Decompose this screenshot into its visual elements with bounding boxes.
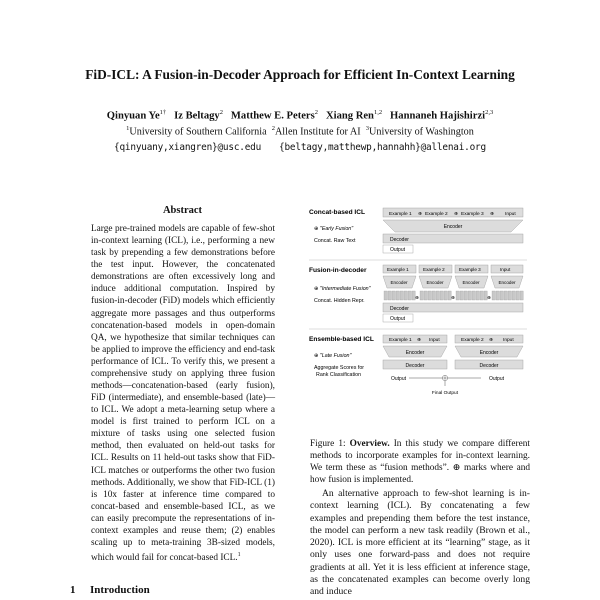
plus-icon: ⊕ bbox=[415, 295, 419, 300]
plus-icon: ⊕ bbox=[314, 226, 319, 232]
plus-icon: ⊕ bbox=[489, 338, 494, 343]
affiliation: University of Southern California bbox=[129, 126, 267, 138]
author-name: Iz Beltagy bbox=[174, 110, 220, 122]
decoder-label: Decoder bbox=[405, 363, 425, 369]
output-label: Output bbox=[390, 316, 406, 322]
fusion-label bbox=[314, 226, 354, 232]
hidden-repr-cell bbox=[388, 291, 391, 300]
plus-icon: ⊕ bbox=[454, 212, 459, 217]
hidden-repr-cell bbox=[512, 291, 515, 300]
item-label: Example 2 bbox=[423, 267, 445, 272]
affil-mark: 2 bbox=[271, 125, 275, 132]
affil-mark: 3 bbox=[365, 125, 370, 132]
plus-icon: ⊕ bbox=[314, 353, 319, 359]
caption-bold: Overview. bbox=[349, 439, 390, 449]
hidden-repr-cell bbox=[492, 291, 495, 300]
email: {qinyuany,xiangren}@usc.edu bbox=[114, 142, 262, 153]
affiliation: University of Washington bbox=[369, 126, 474, 138]
author-name: Qinyuan Ye bbox=[106, 110, 160, 122]
hidden-repr-cell bbox=[440, 291, 443, 300]
item-label: Example 1 bbox=[387, 267, 409, 272]
panel-fid bbox=[309, 265, 523, 322]
hidden-repr-cell bbox=[496, 291, 499, 300]
fusion-type: "Late Fusion" bbox=[319, 353, 352, 359]
section-heading bbox=[70, 584, 150, 596]
item-label: Input bbox=[429, 338, 440, 343]
email: {beltagy,matthewp,hannahh}@allenai.org bbox=[279, 142, 486, 153]
hidden-repr-cell bbox=[468, 291, 471, 300]
hidden-repr-cell bbox=[516, 291, 519, 300]
hidden-repr-cell bbox=[384, 291, 387, 300]
panel-concat bbox=[309, 208, 523, 253]
hidden-repr-cell bbox=[460, 291, 463, 300]
item-label: Example 2 bbox=[461, 338, 484, 343]
encoder-label: Encoder bbox=[498, 280, 516, 285]
abstract-heading: Abstract bbox=[162, 205, 203, 216]
caption-text: In this study we compare different methods to incorporate examples for in-context learning. We term these as “fusion methods”. ⊕ marks where and how fusion is implemented. bbox=[310, 439, 530, 486]
affiliation: Allen Institute for AI bbox=[274, 126, 361, 138]
hidden-repr-cell bbox=[400, 291, 403, 300]
decoder-label: Decoder bbox=[390, 306, 409, 312]
figure-caption bbox=[310, 438, 530, 486]
hidden-repr-cell bbox=[444, 291, 447, 300]
hidden-repr-cell bbox=[436, 291, 439, 300]
panel-ensemble bbox=[309, 335, 523, 396]
item-label: Example 3 bbox=[459, 267, 481, 272]
affil-mark: 1 bbox=[126, 125, 130, 132]
fusion-label bbox=[314, 286, 372, 292]
section-title: Introduction bbox=[90, 584, 150, 596]
paragraph-text: An alternative approach to few-shot learning is in-context learning (ICL). By concatenating a few examples and prepending them before the test instance, the model can perform a new task readily (Brown et al., 2020). ICL is more efficient at its “learning” stage, as it only uses one forward-pass and does not require gradients at all. Yet it is less efficient at inference stage, as the concatenated examples can become overly long and induce bbox=[310, 488, 530, 598]
decoder-label: Decoder bbox=[390, 237, 409, 243]
hidden-repr-cell bbox=[396, 291, 399, 300]
panel-title: Concat-based ICL bbox=[309, 209, 366, 216]
item-label: Input bbox=[503, 338, 514, 343]
author-affil-mark: 2 bbox=[219, 109, 223, 116]
affiliations bbox=[0, 125, 600, 137]
author-list bbox=[0, 109, 600, 122]
encoder-label: Encoder bbox=[426, 280, 444, 285]
section-number: 1 bbox=[70, 584, 76, 596]
emails bbox=[0, 142, 600, 153]
hidden-repr-cell bbox=[476, 291, 479, 300]
hidden-repr-cell bbox=[432, 291, 435, 300]
encoder-label: Encoder bbox=[405, 350, 425, 356]
output-label: Output bbox=[489, 376, 505, 382]
figure-overview bbox=[305, 202, 531, 414]
fusion-desc: Aggregate Scores for bbox=[314, 365, 365, 371]
fusion-desc: Concat. Raw Text bbox=[314, 238, 356, 244]
output-label: Output bbox=[391, 376, 407, 382]
item-label: Example 2 bbox=[425, 212, 448, 217]
author-affil-mark: 2,3 bbox=[485, 109, 494, 116]
fusion-desc: Rank Classification bbox=[316, 372, 362, 378]
plus-icon: ⊕ bbox=[451, 295, 455, 300]
encoder-label: Encoder bbox=[479, 350, 499, 356]
hidden-repr-cell bbox=[500, 291, 503, 300]
fusion-type: "Early Fusion" bbox=[319, 226, 354, 232]
plus-icon: ⊕ bbox=[417, 338, 422, 343]
plus-icon: ⊕ bbox=[418, 212, 423, 217]
encoder-label: Encoder bbox=[443, 224, 463, 230]
hidden-repr-cell bbox=[504, 291, 507, 300]
hidden-repr-cell bbox=[408, 291, 411, 300]
encoder-label: Encoder bbox=[390, 280, 408, 285]
caption-label: Figure 1: bbox=[310, 439, 346, 449]
footnote-mark: 1 bbox=[237, 552, 241, 559]
fusion-type: "Intermediate Fusion" bbox=[319, 286, 371, 292]
hidden-repr-cell bbox=[424, 291, 427, 300]
fusion-desc: Concat. Hidden Repr. bbox=[314, 298, 365, 304]
item-label: Example 3 bbox=[461, 212, 484, 217]
intro-paragraph bbox=[310, 488, 530, 599]
author-affil-mark: 1† bbox=[159, 109, 167, 116]
plus-icon: ⊕ bbox=[314, 286, 319, 292]
hidden-repr-cell bbox=[428, 291, 431, 300]
author-name: Matthew E. Peters bbox=[230, 110, 315, 122]
author-affil-mark: 1,2 bbox=[373, 109, 383, 116]
author-affil-mark: 2 bbox=[314, 109, 319, 116]
paper-title: FiD-ICL: A Fusion-in-Decoder Approach for Efficient In-Context Learning bbox=[85, 67, 515, 82]
decoder-label: Decoder bbox=[479, 363, 499, 369]
hidden-repr-cell bbox=[392, 291, 395, 300]
hidden-repr-cell bbox=[472, 291, 475, 300]
plus-icon: ⊕ bbox=[487, 295, 491, 300]
abstract-body bbox=[91, 223, 275, 564]
hidden-repr-cell bbox=[508, 291, 511, 300]
hidden-repr-cell bbox=[456, 291, 459, 300]
plus-icon: ⊕ bbox=[490, 212, 495, 217]
hidden-repr-cell bbox=[404, 291, 407, 300]
hidden-repr-cell bbox=[480, 291, 483, 300]
item-label: Example 1 bbox=[389, 212, 412, 217]
item-label: Example 1 bbox=[389, 338, 412, 343]
panel-title: Ensemble-based ICL bbox=[309, 336, 374, 343]
panel-title: Fusion-in-decoder bbox=[309, 267, 367, 274]
author-name: Xiang Ren bbox=[325, 110, 374, 122]
item-label: Input bbox=[505, 212, 516, 217]
author-name: Hannaneh Hajishirzi bbox=[390, 110, 486, 122]
final-output-label: Final Output bbox=[431, 391, 459, 396]
output-label: Output bbox=[390, 247, 406, 253]
encoder-label: Encoder bbox=[462, 280, 480, 285]
hidden-repr-cell bbox=[464, 291, 467, 300]
hidden-repr-cell bbox=[520, 291, 523, 300]
fusion-label bbox=[314, 353, 352, 359]
hidden-repr-cell bbox=[420, 291, 423, 300]
item-label: Input bbox=[500, 267, 511, 272]
abstract-text: Large pre-trained models are capable of few-shot in-context learning (ICL), i.e., performing a new task by prepending a few demonstrations before the test input. However, the concatenated demonstrations are often excessively long and induce additional computation. Inspired by fusion-in-decoder (FiD) models which efficiently aggregate more passages and thus outperforms concatenation-based models in open-domain QA, we hypothesize that similar techniques can be applied to improve the efficiency and end-task performance of ICL. To verify this, we present a comprehensive study on applying three fusion methods—concatenation-based (early fusion), FiD (intermediate), and ensemble-based (late)—to ICL. We adopt a meta-learning setup where a model is first trained to perform ICL on a mixture of tasks using one selected fusion method, then evaluated on held-out tasks for ICL. Results on 11 held-out tasks show that FiD-ICL matches or outperforms the other two fusion methods. Additionally, we show that FiD-ICL (1) is 10x faster at inference time compared to concat-based and ensemble-based ICL, as we can easily precompute the representations of in-context examples and reuse them; (2) enables scaling up to meta-training 3B-sized models, which would fail for concat-based ICL. bbox=[91, 224, 275, 564]
